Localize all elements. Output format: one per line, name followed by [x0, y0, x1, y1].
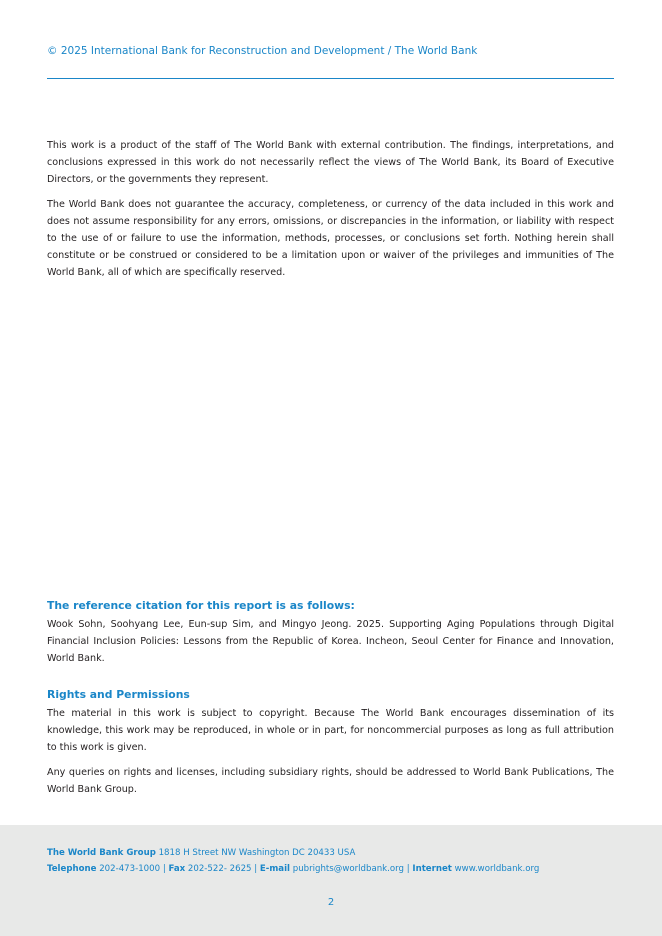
citation-heading: The reference citation for this report is as follows:	[47, 599, 355, 612]
footer-separator: |	[162, 864, 166, 874]
footer-org-label: The World Bank Group	[47, 848, 156, 858]
footer-internet-label: Internet	[412, 864, 452, 874]
disclaimer-section	[47, 138, 614, 290]
citation-text: Wook Sohn, Soohyang Lee, Eun-sup Sim, and Mingyo Jeong. 2025. Supporting Aging Populations through Digital Financial Inclusion Policies: Lessons from the Republic of Korea. Incheon, Seoul Center for Finance and Innovation, World Bank.	[47, 619, 614, 664]
rights-section	[47, 687, 614, 808]
copyright-line: © 2025 International Bank for Reconstruction and Development / The World Bank	[47, 45, 478, 57]
footer-address-line	[47, 845, 539, 861]
disclaimer-paragraph-1: This work is a product of the staff of The World Bank with external contribution. The findings, interpretations, and conclusions expressed in this work do not necessarily reflect the views of The World Bank, its Board of Executive Directors, or the governments they represent.	[47, 140, 614, 185]
footer-contact-line	[47, 861, 539, 877]
footer	[0, 825, 662, 936]
footer-address: 1818 H Street NW Washington DC 20433 USA	[158, 848, 356, 858]
footer-telephone-label: Telephone	[47, 864, 97, 874]
footer-fax-label: Fax	[168, 864, 186, 874]
rights-paragraph-1: The material in this work is subject to copyright. Because The World Bank encourages dissemination of its knowledge, this work may be reproduced, in whole or in part, for noncommercial purposes as long as full attribution to this work is given.	[47, 708, 614, 753]
footer-telephone: 202-473-1000	[99, 864, 161, 874]
page-number: 2	[327, 897, 335, 908]
footer-internet-link[interactable]: www.worldbank.org	[454, 864, 540, 874]
footer-contact	[47, 845, 539, 877]
footer-email-label: E-mail	[259, 864, 290, 874]
footer-separator: |	[254, 864, 258, 874]
footer-fax: 202-522- 2625	[187, 864, 252, 874]
footer-separator: |	[406, 864, 410, 874]
footer-email-link[interactable]: pubrights@worldbank.org	[292, 864, 404, 874]
rights-paragraph-2: Any queries on rights and licenses, including subsidiary rights, should be addressed to World Bank Publications, The World Bank Group.	[47, 767, 614, 796]
rights-heading: Rights and Permissions	[47, 688, 190, 701]
disclaimer-paragraph-2: The World Bank does not guarantee the accuracy, completeness, or currency of the data included in this work and does not assume responsibility for any errors, omissions, or discrepancies in the information, or liability with respect to the use of or failure to use the information, methods, processes, or conclusions set forth. Nothing herein shall constitute or be construed or considered to be a limitation upon or waiver of the privileges and immunities of The World Bank, all of which are specifically reserved.	[47, 199, 614, 278]
citation-section	[47, 598, 614, 676]
header-divider	[47, 78, 614, 79]
